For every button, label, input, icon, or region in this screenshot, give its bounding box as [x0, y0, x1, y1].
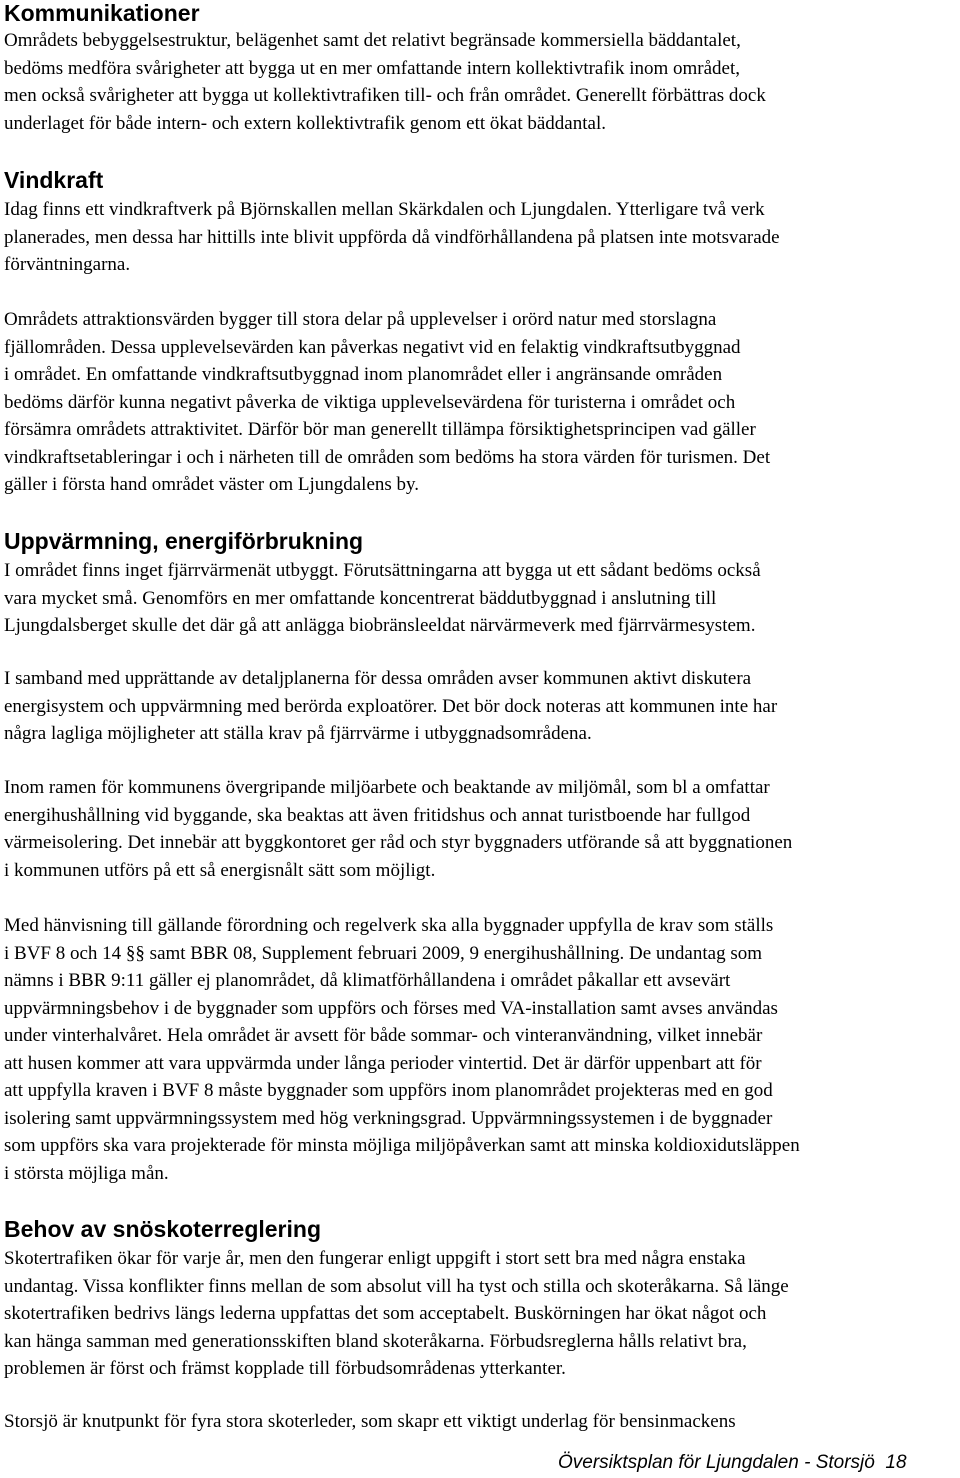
text-line: Idag finns ett vindkraftverk på Björnskallen mellan Skärkdalen och Ljungdalen. Ytterligare två verk: [4, 199, 765, 220]
text-line: Ljungdalsberget skulle det där gå att anlägga biobränsleeldat närvärmeverk med fjärrvärmesystem.: [4, 615, 756, 636]
text-line: Storsjö är knutpunkt för fyra stora skoterleder, som skapr ett viktigt underlag för bensinmackens: [4, 1411, 736, 1432]
text-line: energisystem och uppvärmning med berörda exploatörer. Det bör dock noteras att kommunen inte har: [4, 695, 778, 717]
text-line: Med hänvisning till gällande förordning och regelverk ska alla byggnader uppfylla de krav som ställs: [4, 915, 774, 936]
text-line: att husen kommer att vara uppvärmda under långa perioder vintertid. Det är därför uppenbart att för: [4, 1052, 762, 1074]
text-line: men också svårigheter att bygga ut kollektivtrafiken till- och från området. Generellt förbättras dock: [4, 85, 766, 106]
paragraph: [4, 557, 761, 640]
text-line: som uppförs ska vara projekterade för minsta möjliga miljöpåverkan samt att minska koldioxidutsläppen: [4, 1135, 800, 1156]
text-line: gäller i första hand området väster om Ljungdalens by.: [4, 474, 420, 495]
paragraph: [4, 1245, 789, 1383]
section-heading-snoskoterreglering: Behov av snöskoterreglering: [4, 1216, 321, 1242]
text-line: I området finns inget fjärrvärmenät utbyggt. Förutsättningarna att bygga ut ett sådant bedöms också: [4, 560, 761, 581]
text-line: några lagliga möjligheter att ställa krav på fjärrvärme i utbyggnadsområdena.: [4, 723, 592, 744]
section-heading-uppvarmning: Uppvärmning, energiförbrukning: [4, 528, 364, 554]
text-line: uppvärmningsbehov i de byggnader som uppförs och förses med VA-installation samt avses användas: [4, 997, 778, 1019]
page-footer: [558, 1450, 907, 1476]
text-line: planerades, men dessa har hittills inte blivit uppförda då vindförhållandena på platsen inte motsvarade: [4, 226, 780, 248]
paragraph: [4, 665, 777, 748]
text-line: att uppfylla kraven i BVF 8 måste byggnader som uppförs inom planområdet projekteras med en god: [4, 1080, 773, 1101]
text-line: vindkraftsetableringar i och i närheten till de områden som bedöms ha stora värden för turismen. Det: [4, 446, 771, 468]
text-line: underlaget för både intern- och extern kollektivtrafik genom ett ökat bäddantal.: [4, 112, 606, 134]
text-line: förväntningarna.: [4, 254, 131, 275]
text-line: försämra områdets attraktivitet. Därför bör man generellt tillämpa försiktighetsprincipen vad gäller: [4, 419, 756, 440]
text-line: under vinterhalvåret. Hela området är avsett för både sommar- och vinteranvändning, vilket innebär: [4, 1025, 763, 1046]
text-line: Områdets bebyggelsestruktur, belägenhet samt det relativt begränsade kommersiella bäddantalet,: [4, 30, 741, 51]
paragraph: [4, 774, 792, 884]
text-line: vara mycket små. Genomförs en mer omfattande koncentrerat bäddutbyggnad i anslutning till: [4, 587, 717, 609]
text-line: Områdets attraktionsvärden bygger till stora delar på upplevelser i orörd natur med storslagna: [4, 309, 717, 330]
text-line: undantag. Vissa konflikter finns mellan de som absolut vill ha tyst och stilla och skoteråkarna. Så länge: [4, 1275, 789, 1297]
paragraph: [4, 196, 780, 279]
footer-title: Översiktsplan för Ljungdalen - Storsjö: [558, 1452, 875, 1473]
paragraph: [4, 912, 800, 1187]
text-line: energihushållning vid byggande, ska beaktas att även fritidshus och annat turistboende har fullgod: [4, 804, 751, 826]
section-heading-vindkraft: Vindkraft: [4, 167, 104, 193]
text-line: i området. En omfattande vindkraftsutbyggnad inom planområdet eller i angränsande områden: [4, 364, 723, 385]
text-line: bedöms medföra svårigheter att bygga ut en mer omfattande intern kollektivtrafik inom området,: [4, 57, 741, 79]
text-line: värmeisolering. Det innebär att byggkontoret ger råd och styr byggnaders utförande så att byggnationen: [4, 832, 793, 853]
text-line: i BVF 8 och 14 §§ samt BBR 08, Supplement februari 2009, 9 energihushållning. De undantag som: [4, 942, 762, 964]
paragraph: [4, 1408, 736, 1436]
section-heading-kommunikationer: Kommunikationer: [4, 0, 200, 26]
text-line: i kommunen utförs på ett så energisnålt sätt som möjligt.: [4, 859, 436, 881]
text-line: I samband med upprättande av detaljplanerna för dessa områden avser kommunen aktivt diskutera: [4, 668, 752, 689]
text-line: problemen är först och främst kopplade till förbudsområdenas ytterkanter.: [4, 1358, 566, 1379]
paragraph: [4, 306, 770, 499]
page-number: 18: [885, 1452, 907, 1473]
text-line: fjällområden. Dessa upplevelsevärden kan påverkas negativt vid en felaktig vindkraftsutbyggnad: [4, 336, 741, 358]
text-line: isolering samt uppvärmningssystem med hög verkningsgrad. Uppvärmningssystemen i de byggnader: [4, 1107, 773, 1129]
paragraph: [4, 27, 766, 137]
text-line: Skotertrafiken ökar för varje år, men den fungerar enligt uppgift i stort sett bra med några enstaka: [4, 1248, 746, 1269]
text-line: Inom ramen för kommunens övergripande miljöarbete och beaktande av miljömål, som bl a omfattar: [4, 777, 770, 798]
text-line: i största möjliga mån.: [4, 1162, 169, 1184]
text-line: nämns i BBR 9:11 gäller ej planområdet, då klimatförhållandena i området påkallar ett avsevärt: [4, 970, 731, 991]
text-line: skotertrafiken bedrivs längs lederna uppfattas det som acceptabelt. Buskörningen har ökat något och: [4, 1303, 767, 1324]
text-line: bedöms därför kunna negativt påverka de viktiga upplevelsevärdena för turisterna i området och: [4, 391, 736, 413]
text-line: kan hänga samman med generationsskiften bland skoteråkarna. Förbudsreglerna hålls relativt bra,: [4, 1330, 747, 1352]
